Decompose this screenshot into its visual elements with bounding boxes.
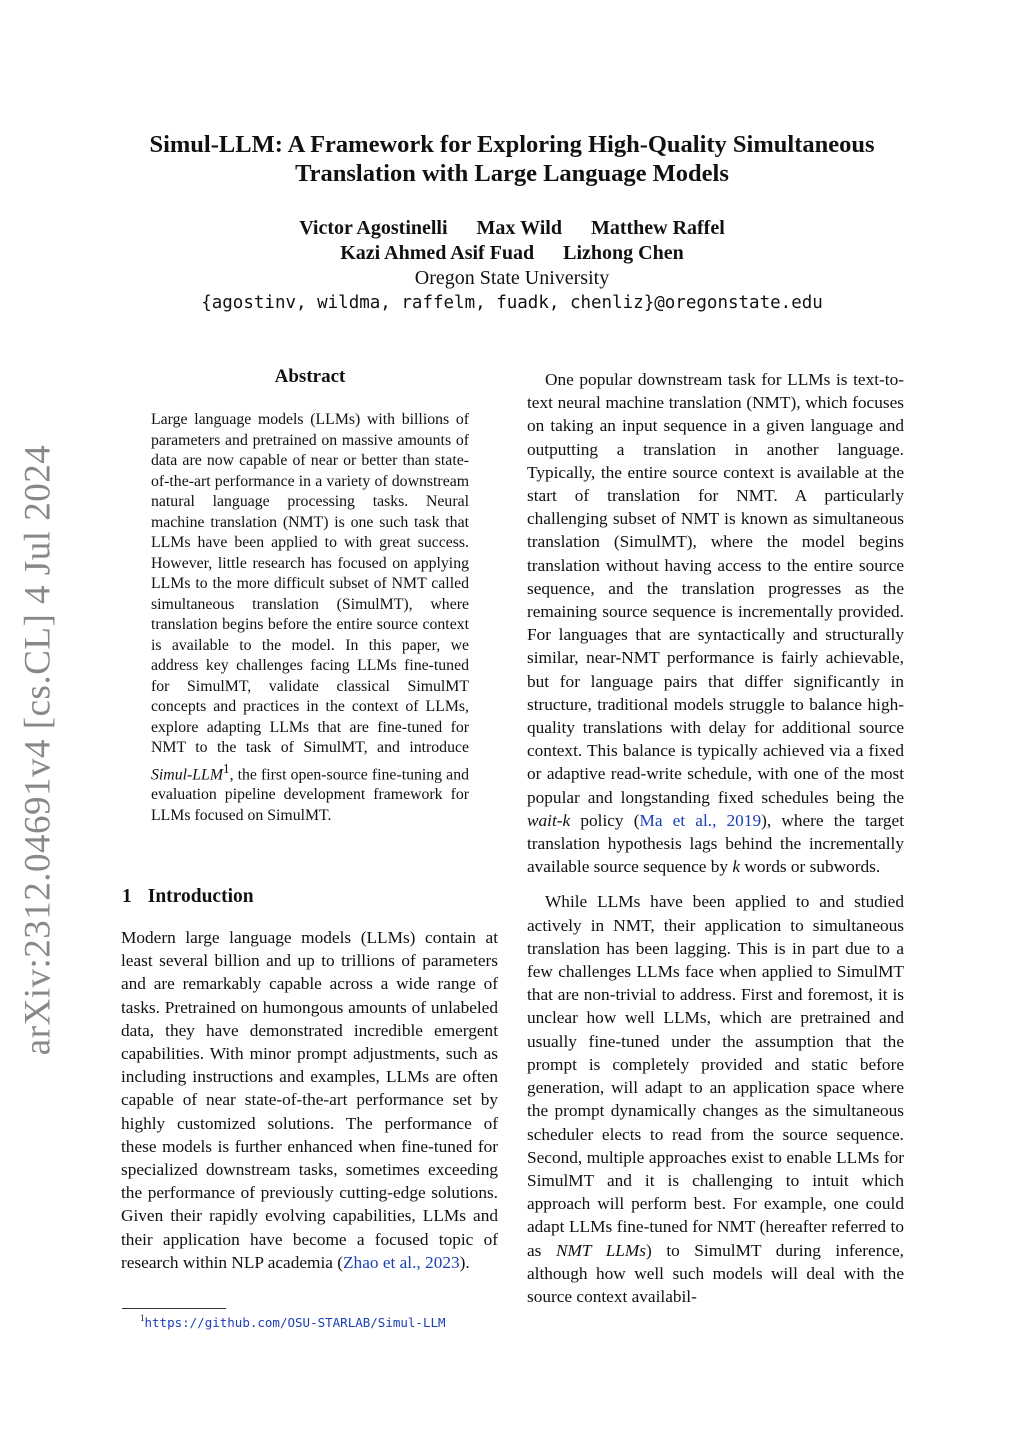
author-block — [100, 216, 924, 316]
author-line-2 — [100, 241, 924, 266]
author-line-1 — [100, 216, 924, 241]
section-number: 1 — [122, 886, 132, 907]
framework-name: Simul-LLM — [151, 765, 223, 783]
footnote-number: 1 — [140, 1313, 145, 1323]
arxiv-id: arXiv:2312.04691v4 [cs.CL] 4 Jul 2024 — [17, 444, 59, 1056]
section-title: Introduction — [147, 886, 254, 907]
arxiv-sidebar-stamp — [12, 444, 64, 1056]
title-line-1: Simul-LLM: A Framework for Exploring High-Quality Simultaneous — [149, 131, 875, 158]
intro-paragraph: Modern large language models (LLMs) contain at least several billion and up to trillions of parameters and are remarkably capable across a wide range of tasks. Pretrained on humongous amounts of unlabeled data, they have demonstrated incredible emergent capabilities. With minor prompt adjustments, such as including instructions and examples, LLMs are often capable of near state-of-the-art performance set by highly customized solutions. The performance of these models is further enhanced when fine-tuned for specialized downstream tasks, sometimes exceeding the performance of previously cutting-edge solutions. Given their rapidly evolving capabilities, LLMs and their application have become a focused topic of research within NLP academia (Zhao et al., 2023). — [121, 928, 498, 1272]
author-name: Victor Agostinelli — [299, 217, 448, 239]
footnote — [140, 1315, 446, 1331]
paragraph: While LLMs have been applied to and studied actively in NMT, their application to simultaneous translation has been lagging. This is in part due to a few challenges LLMs face when applied to SimulMT that are non-trivial to address. First and foremost, it is unclear how well LLMs, which are pretrained and usually fine-tuned under the assumption that the prompt is completely provided and static before generation, will adapt to an application space where the prompt dynamically changes as the simultaneous scheduler elects to read from the source sequence. Second, multiple approaches exist to enable LLMs for SimulMT and it is challenging to intuit which approach will perform best. For example, one could adapt LLMs fine-tuned for NMT (hereafter referred to as NMT LLMs) to SimulMT during inference, although how well such models will deal with the source context availabil- — [527, 892, 904, 1306]
footnote-marker[interactable]: 1 — [222, 760, 230, 776]
paragraph: One popular downstream task for LLMs is text-to-text neural machine translation (NMT), which focuses on taking an input sequence in a given language and outputting a translation in another language. Typically, the entire source context is available at the start of translation for NMT. A particularly challenging subset of NMT is known as simultaneous translation (SimulMT), where the model begins translation without having access to the entire source sequence, and the translation progresses as the remaining source sequence is incrementally provided. For languages that are syntactically and structurally similar, near-NMT performance is fairly achievable, but for language pairs that differ significantly in structure, traditional models struggle to balance high-quality translations with delay for additional source context. This balance is typically achieved via a fixed or adaptive read-write schedule, with one of the most popular and longstanding fixed schedules being the wait-k policy (Ma et al., 2019), where the target translation hypothesis lags behind the incrementally available source sequence by k words or subwords. — [527, 370, 904, 877]
section-heading-introduction — [122, 886, 254, 908]
abstract-heading: Abstract — [274, 366, 346, 387]
right-column-body — [527, 368, 904, 1308]
citation-link[interactable]: Zhao et al., 2023 — [343, 1252, 460, 1272]
author-emails: {agostinv, wildma, raffelm, fuadk, chenliz}@oregonstate.edu — [201, 293, 823, 313]
author-name: Matthew Raffel — [590, 217, 725, 239]
abstract-body: Large language models (LLMs) with billions of parameters and pretrained on massive amounts of data are now capable of near or better than state-of-the-art performance in a variety of downstream natural language processing tasks. Neural machine translation (NMT) is one such task that LLMs have been applied to with great success. However, little research has focused on applying LLMs to the more difficult subset of NMT called simultaneous translation (SimulMT), where translation begins before the entire source context is available to the model. In this paper, we address key challenges facing LLMs fine-tuned for SimulMT, validate classical SimulMT concepts and practices in the context of LLMs, explore adapting LLMs that are fine-tuned for NMT to the task of SimulMT, and introduce Simul-LLM$^1$, the first open-source fine-tuning and evaluation pipeline development framework for LLMs focused on SimulMT. — [151, 411, 469, 824]
author-name: Lizhong Chen — [563, 242, 684, 264]
author-name: Max Wild — [476, 217, 562, 239]
citation-link[interactable]: Ma et al., 2019 — [639, 810, 762, 830]
paper-title — [100, 130, 924, 188]
affiliation: Oregon State University — [414, 267, 610, 289]
footnote-rule — [122, 1308, 226, 1309]
title-line-2: Translation with Large Language Models — [295, 160, 729, 187]
footnote-url-link[interactable]: https://github.com/OSU-STARLAB/Simul-LLM — [144, 1315, 446, 1330]
author-name: Kazi Ahmed Asif Fuad — [340, 242, 535, 264]
